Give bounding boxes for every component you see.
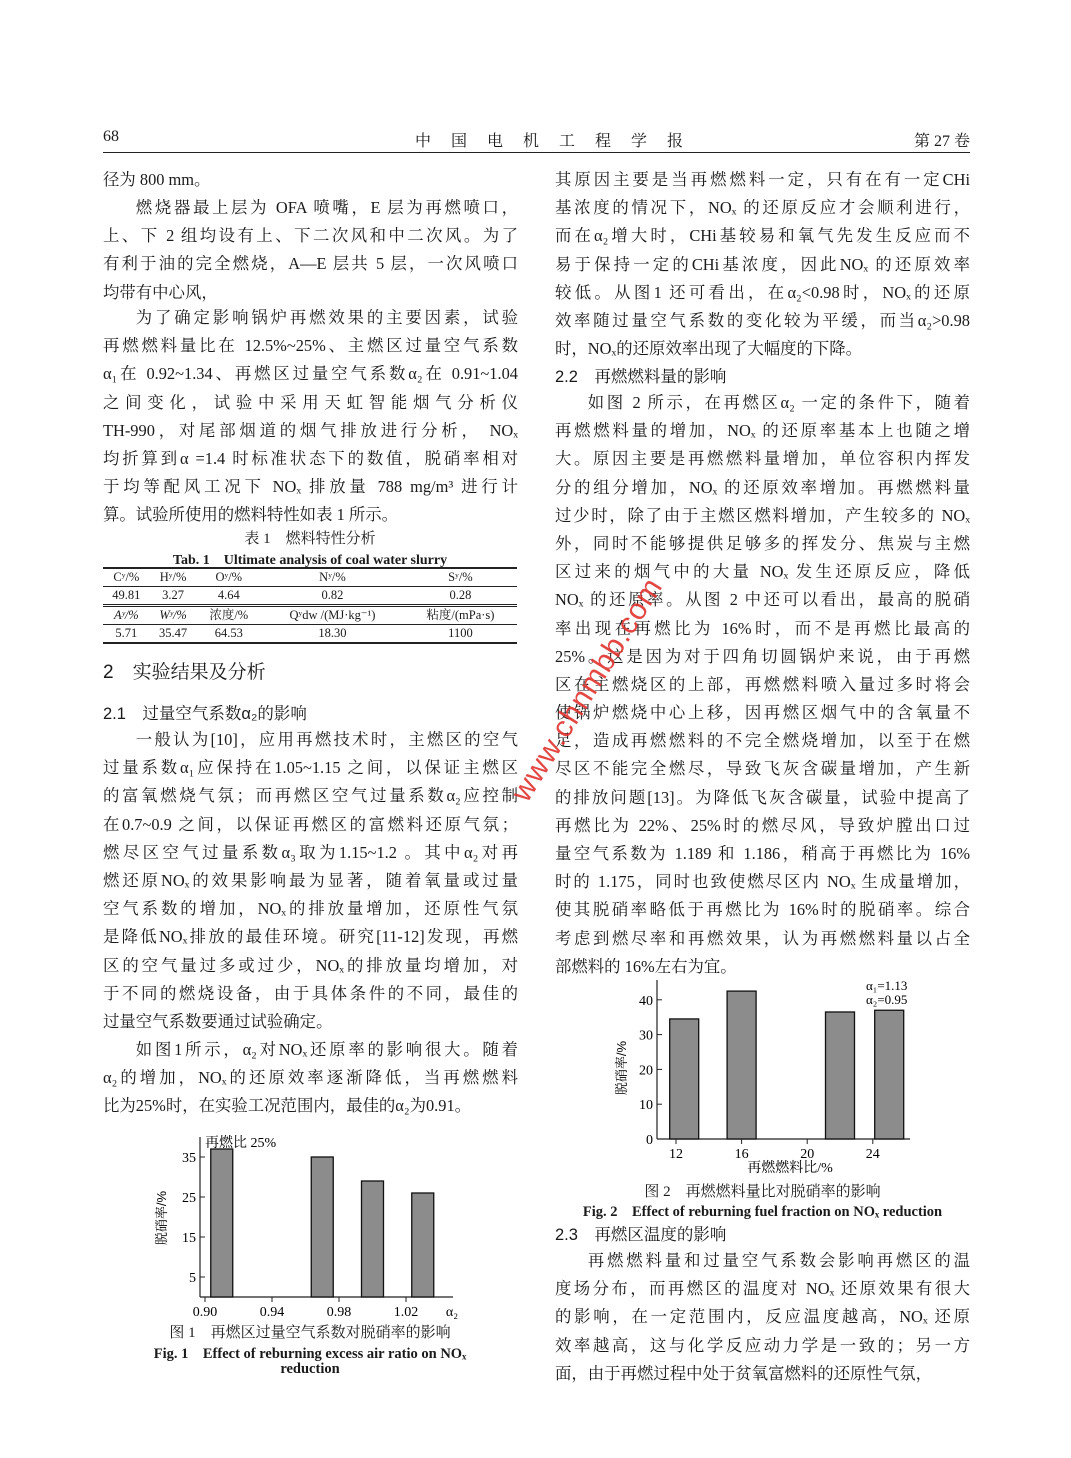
text-line: TH-990，对尾部烟道的烟气排放进行分析， NOₓ: [103, 420, 518, 440]
text-line: 效率随过量空气系数的变化较为平缓，而当α₂>0.98: [555, 310, 970, 330]
text-line: 之间变化，试验中采用天虹智能烟气分析仪: [103, 392, 518, 412]
y-tick-label: 10: [639, 1098, 653, 1114]
text-line: 于均等配风工况下 NOₓ 排放量 788 mg/m³ 进行计: [103, 477, 518, 497]
table-cell: 0.28: [404, 587, 517, 606]
y-tick-label: 20: [639, 1063, 653, 1079]
text-line: 面，由于再燃过程中处于贫氧富燃料的还原性气氛，: [555, 1363, 932, 1383]
text-line: 而在α₂增大时，CHi基较易和氧气先发生反应而不: [555, 226, 970, 246]
y-tick-label: 35: [182, 1151, 196, 1166]
table-cell: Oʸ/%: [196, 568, 261, 587]
text-line: 径为 800 mm。: [103, 170, 211, 189]
text-line: 易于保持一定的CHi基浓度，因此NOₓ 的还原效率: [555, 254, 970, 274]
text-line: 率出现在再燃比为 16%时，而不是再燃比最高的: [555, 618, 970, 638]
text-line: 均带有中心风，: [103, 282, 218, 302]
text-line: 均折算到α =1.4 时标准状态下的数值，脱硝率相对: [103, 448, 518, 468]
fig1-caption-cn: 图 1 再燃区过量空气系数对脱硝率的影响: [169, 1325, 451, 1341]
table-cell: Nʸ/%: [261, 568, 404, 587]
fig1-caption-en: Fig. 1 Effect of reburning excess air ratio on NOₓ: [153, 1346, 467, 1362]
page-number: 68: [103, 128, 119, 145]
table-cell: 3.27: [150, 587, 197, 606]
section-heading: 2 实验结果及分析: [103, 662, 266, 683]
text-line: 区的空气量过多或过少，NOₓ的排放量均增加，对: [103, 955, 518, 975]
y-tick-label: 30: [639, 1028, 653, 1044]
text-line: 再燃燃料量和过量空气系数会影响再燃区的温: [587, 1251, 970, 1270]
text-line: 时的 1.175，同时也致使燃尽区内 NOₓ 生成量增加，: [555, 872, 970, 892]
bar: [826, 1012, 855, 1139]
text-line: 大。原因主要是再燃燃料量增加，单位容积内挥发: [555, 449, 970, 469]
bar: [412, 1193, 434, 1297]
table-cell: Qʸdw /(MJ·kg⁻¹): [261, 606, 404, 625]
text-line: 效率越高，这与化学反应动力学是一致的；另一方: [555, 1335, 970, 1355]
x-tick-label: 12: [669, 1147, 683, 1162]
text-line: 尽区不能完全燃尽，导致飞灰含碳量增加，产生新: [555, 759, 970, 779]
table-cell: 4.64: [196, 587, 261, 606]
y-tick-label: 40: [639, 993, 653, 1009]
text-line: 一般认为[10]，应用再燃技术时，主燃区的空气: [135, 730, 518, 749]
table-cell: 5.71: [103, 625, 150, 644]
text-line: 区在主燃烧区的上部，再燃燃料喷入量过多时将会: [555, 674, 970, 694]
fig2-caption-cn: 图 2 再燃燃料量比对脱硝率的影响: [644, 1184, 881, 1200]
text-line: 区过来的烟气中的大量 NOₓ 发生还原反应，降低: [555, 562, 970, 582]
x-tick-label: 0.98: [326, 1305, 352, 1320]
table-cell: 0.82: [261, 587, 404, 606]
y-tick-label: 25: [182, 1191, 196, 1206]
table-cell: 49.81: [103, 587, 150, 606]
table-cell: 18.30: [261, 625, 404, 644]
text-line: 过量空气系数要通过试验确定。: [103, 1011, 333, 1031]
text-line: 在0.7~0.9 之间，以保证再燃区的富燃料还原气氛；: [103, 814, 518, 834]
bar: [727, 991, 756, 1139]
text-line: 过少时，除了由于主燃区燃料增加，产生较多的 NOₓ: [555, 505, 970, 525]
fig1-caption-en-cont: reduction: [280, 1361, 340, 1377]
text-line: 有利于油的完全燃烧，A—E 层共 5 层，一次风喷口: [103, 254, 518, 274]
y-tick-label: 15: [182, 1231, 196, 1246]
text-line: 较低。从图1 还可看出，在α₂<0.98时，NOₓ的还原: [555, 282, 970, 302]
text-line: 分的组分增加，NOₓ 的还原效率增加。再燃燃料量: [555, 477, 970, 497]
text-line: 如图1所示，α₂对NOₓ还原率的影响很大。随着: [135, 1040, 518, 1059]
text-line: 算。试验所使用的燃料特性如表 1 所示。: [103, 505, 399, 525]
fig2-caption-en: Fig. 2 Effect of reburning fuel fraction on NOₓ reduction: [582, 1204, 943, 1220]
bar: [670, 1019, 699, 1139]
bar: [362, 1181, 384, 1297]
text-line: 时，NOₓ的还原效率出现了大幅度的下降。: [555, 339, 863, 359]
text-line: 考虑到燃尽率和再燃效果，认为再燃燃料量以占全: [555, 928, 970, 948]
x-axis-label: 再燃燃料比/%: [747, 1161, 833, 1176]
x-tick-label: 16: [734, 1147, 749, 1162]
bar: [211, 1149, 233, 1297]
x-tick-label: 0.94: [259, 1305, 285, 1320]
chart-annotation: α₁=1.13: [866, 978, 908, 993]
text-line: 量空气系数为 1.189 和 1.186，稍高于再燃比为 16%: [555, 844, 970, 863]
text-line: 使锅炉燃烧中心上移，因再燃区烟气中的含氧量不: [555, 703, 970, 723]
y-axis-label: 脱硝率/%: [614, 1040, 629, 1096]
text-line: 过量系数α₁应保持在1.05~1.15 之间，以保证主燃区: [103, 758, 518, 778]
x-tick-label: 0.90: [192, 1305, 218, 1320]
table-caption-en: Tab. 1 Ultimate analysis of coal water slurry: [172, 553, 448, 568]
journal-title: 中 国 电 机 工 程 学 报: [415, 133, 692, 150]
y-tick-label: 5: [189, 1271, 196, 1286]
text-line: 部燃料的 16%左右为宜。: [555, 956, 737, 976]
x-tick-label: 24: [865, 1147, 880, 1162]
text-line: 的排放问题[13]。为降低飞灰含碳量，试验中提高了: [555, 787, 970, 807]
table-cell: Wʸ/%: [150, 606, 197, 625]
text-line: 是降低NOₓ排放的最佳环境。研究[11-12]发现，再燃: [103, 927, 518, 947]
bar: [311, 1157, 333, 1297]
text-line: 燃烧器最上层为 OFA 喷嘴，E 层为再燃喷口，: [135, 198, 518, 217]
text-line: 为了确定影响锅炉再燃效果的主要因素，试验: [135, 308, 518, 327]
text-line: α₁在 0.92~1.34、再燃区过量空气系数α₂在 0.91~1.04: [103, 364, 518, 384]
bar: [875, 1010, 904, 1139]
text-line: 燃还原NOₓ的效果影响最为显著，随着氧量或过量: [103, 870, 518, 890]
x-axis-label: α₂: [445, 1305, 459, 1320]
y-axis-label: 脱硝率/%: [154, 1190, 169, 1246]
text-line: 外，同时不能够提供足够多的挥发分、焦炭与主燃: [555, 533, 970, 553]
table-cell: Aʸ/%: [103, 606, 150, 625]
x-tick-label: 20: [800, 1147, 815, 1162]
text-line: 的富氧燃烧气氛；而再燃区空气过量系数α₂应控制: [103, 786, 518, 806]
text-line: 于不同的燃烧设备，由于具体条件的不同，最佳的: [103, 983, 518, 1003]
subsection-heading: 2.2 再燃燃料量的影响: [555, 368, 727, 386]
table-cell: 64.53: [196, 625, 261, 644]
table-cell: 粘度/(mPa·s): [404, 606, 517, 625]
chart-annotation: α₂=0.95: [866, 992, 908, 1007]
text-line: 上、下 2 组均设有上、下二次风和中二次风。为了: [103, 226, 518, 246]
text-line: 如图 2 所示，在再燃区α₂ 一定的条件下，随着: [587, 393, 970, 412]
text-line: 度场分布，而再燃区的温度对 NOₓ 还原效果有很大: [555, 1279, 970, 1299]
chart-annotation: 再燃比 25%: [205, 1136, 277, 1151]
volume: 第 27 卷: [913, 133, 970, 150]
y-tick-label: 0: [646, 1133, 653, 1148]
text-line: 比为25%时，在实验工况范围内，最佳的α₂为0.91。: [103, 1096, 472, 1116]
watermark: www.chnmbb.com: [505, 571, 670, 808]
text-line: α₂的增加，NOₓ的还原效率逐渐降低，当再燃燃料: [103, 1068, 518, 1088]
subsection-heading: 2.1 过量空气系数α₂的影响: [103, 705, 307, 723]
text-line: 的影响，在一定范围内，反应温度越高，NOₓ 还原: [555, 1307, 970, 1327]
text-line: NOₓ 的还原率。从图 2 中还可以看出，最高的脱硝: [555, 590, 970, 610]
subsection-heading: 2.3 再燃区温度的影响: [555, 1226, 727, 1244]
text-line: 足，造成再燃燃料的不完全燃烧增加，以至于在燃: [555, 731, 970, 751]
table-cell: Hʸ/%: [150, 568, 197, 587]
table-cell: 浓度/%: [196, 606, 261, 625]
table-caption-cn: 表 1 燃料特性分析: [244, 531, 376, 547]
table-cell: Cʸ/%: [103, 568, 150, 587]
text-line: 再燃比为 22%、25%时的燃尽风，导致炉膛出口过: [555, 815, 970, 835]
x-tick-label: 1.02: [393, 1305, 419, 1320]
text-line: 其原因主要是当再燃燃料一定，只有在有一定CHi: [555, 170, 970, 189]
text-line: 基浓度的情况下，NOₓ 的还原反应才会顺利进行，: [555, 198, 970, 218]
text-line: 再燃燃料量的增加，NOₓ 的还原率基本上也随之增: [555, 421, 970, 441]
text-line: 再燃燃料量比在 12.5%~25%、主燃区过量空气系数: [103, 336, 518, 356]
text-line: 空气系数的增加，NOₓ的排放量增加，还原性气氛: [103, 899, 518, 919]
text-line: 燃尽区空气过量系数α₃取为1.15~1.2 。其中α₂对再: [103, 842, 518, 862]
text-line: 25%。这是因为对于四角切圆锅炉来说，由于再燃: [555, 646, 970, 666]
table-cell: 35.47: [150, 625, 197, 644]
text-line: 使其脱硝率略低于再燃比为 16%时的脱硝率。综合: [555, 900, 970, 920]
table-cell: Sʸ/%: [404, 568, 517, 587]
table-cell: 1100: [404, 625, 517, 644]
